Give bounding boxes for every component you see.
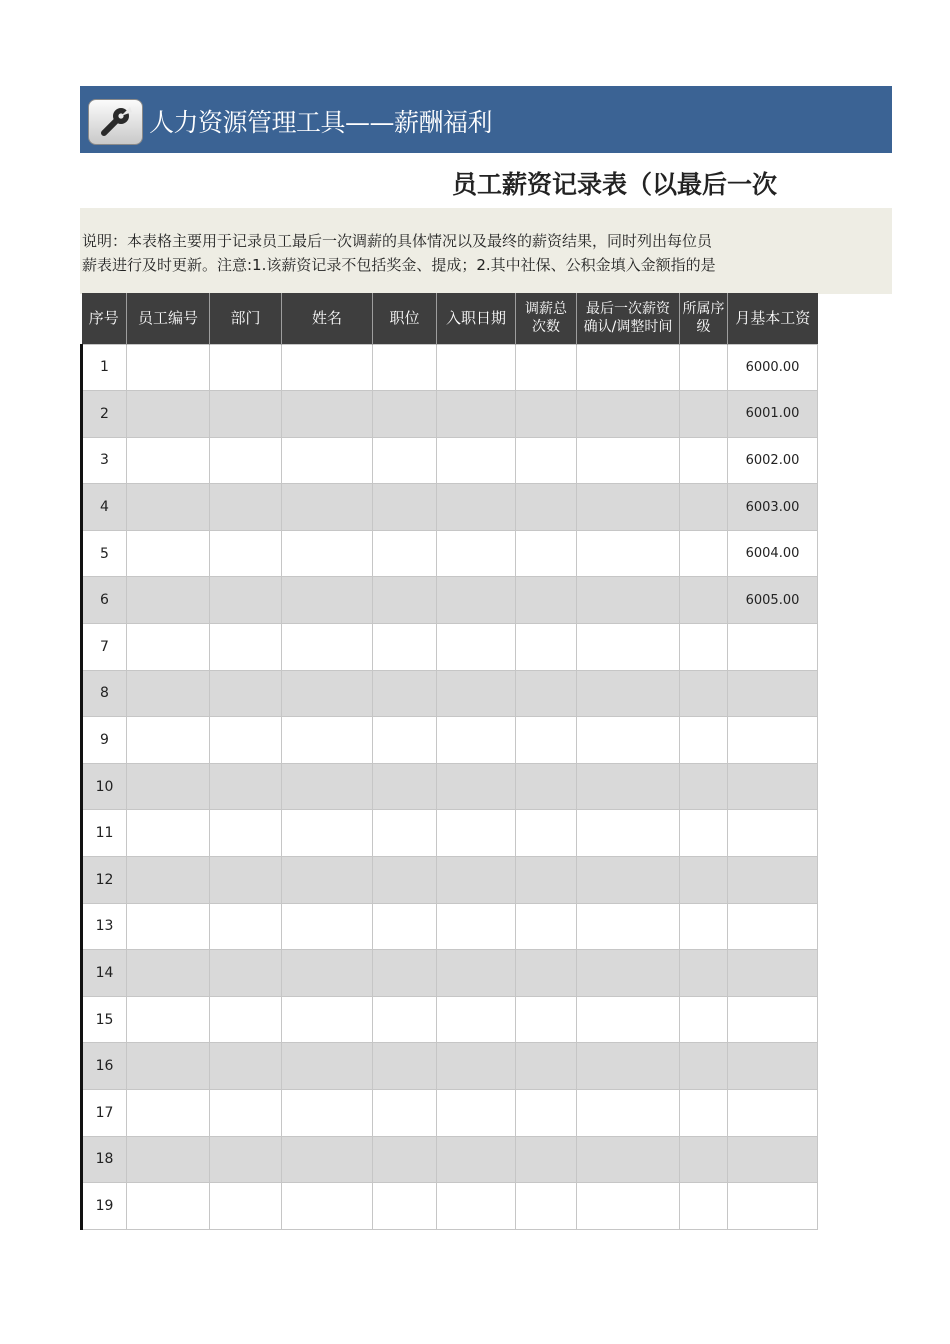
cell-adjust-count[interactable] xyxy=(516,903,577,950)
cell-last-adjust-time[interactable] xyxy=(577,857,680,904)
cell-position[interactable] xyxy=(373,344,437,391)
cell-department[interactable] xyxy=(210,437,282,484)
cell-adjust-count[interactable] xyxy=(516,530,577,577)
cell-department[interactable] xyxy=(210,624,282,671)
col-header-name[interactable]: 姓名 xyxy=(282,293,373,344)
cell-base-salary[interactable] xyxy=(728,670,818,717)
cell-grade[interactable] xyxy=(680,857,728,904)
cell-hire-date[interactable] xyxy=(437,717,516,764)
cell-base-salary[interactable] xyxy=(728,903,818,950)
description-box xyxy=(80,208,892,294)
cell-grade[interactable] xyxy=(680,484,728,531)
cell-department[interactable] xyxy=(210,1043,282,1090)
cell-adjust-count[interactable] xyxy=(516,1043,577,1090)
cell-base-salary[interactable]: 6004.00 xyxy=(728,530,818,577)
cell-hire-date[interactable] xyxy=(437,950,516,997)
cell-employee-id[interactable] xyxy=(127,1090,210,1137)
cell-adjust-count[interactable] xyxy=(516,950,577,997)
cell-grade[interactable] xyxy=(680,903,728,950)
cell-employee-id[interactable] xyxy=(127,1043,210,1090)
cell-last-adjust-time[interactable] xyxy=(577,1183,680,1230)
col-header-last-adjust-time[interactable]: 最后一次薪资 确认/调整时间 xyxy=(577,293,680,344)
table-row xyxy=(82,484,818,531)
table-row xyxy=(82,391,818,438)
cell-employee-id[interactable] xyxy=(127,530,210,577)
cell-grade[interactable] xyxy=(680,810,728,857)
cell-no[interactable]: 18 xyxy=(82,1136,127,1183)
cell-position[interactable] xyxy=(373,1090,437,1137)
cell-grade[interactable] xyxy=(680,577,728,624)
cell-employee-id[interactable] xyxy=(127,624,210,671)
description-line-2: 薪表进行及时更新。注意:1.该薪资记录不包括奖金、提成；2.其中社保、公积金填入金额指的是 xyxy=(82,256,716,274)
cell-department[interactable] xyxy=(210,391,282,438)
cell-adjust-count[interactable] xyxy=(516,437,577,484)
cell-base-salary[interactable] xyxy=(728,1136,818,1183)
cell-position[interactable] xyxy=(373,1136,437,1183)
cell-adjust-count[interactable] xyxy=(516,624,577,671)
cell-position[interactable] xyxy=(373,903,437,950)
col-header-department[interactable]: 部门 xyxy=(210,293,282,344)
cell-no[interactable]: 13 xyxy=(82,903,127,950)
cell-position[interactable] xyxy=(373,717,437,764)
cell-adjust-count[interactable] xyxy=(516,1183,577,1230)
cell-position[interactable] xyxy=(373,763,437,810)
cell-grade[interactable] xyxy=(680,717,728,764)
cell-position[interactable] xyxy=(373,670,437,717)
cell-last-adjust-time[interactable] xyxy=(577,624,680,671)
cell-last-adjust-time[interactable] xyxy=(577,950,680,997)
col-header-grade[interactable]: 所属序 级 xyxy=(680,293,728,344)
cell-last-adjust-time[interactable] xyxy=(577,1043,680,1090)
cell-department[interactable] xyxy=(210,1136,282,1183)
cell-employee-id[interactable] xyxy=(127,763,210,810)
description-text xyxy=(82,229,818,277)
cell-position[interactable] xyxy=(373,1183,437,1230)
cell-adjust-count[interactable] xyxy=(516,1136,577,1183)
table-row xyxy=(82,1090,818,1137)
cell-name[interactable] xyxy=(282,903,373,950)
cell-no[interactable]: 2 xyxy=(82,391,127,438)
cell-department[interactable] xyxy=(210,717,282,764)
cell-position[interactable] xyxy=(373,437,437,484)
cell-no[interactable]: 15 xyxy=(82,996,127,1043)
cell-adjust-count[interactable] xyxy=(516,344,577,391)
cell-last-adjust-time[interactable] xyxy=(577,996,680,1043)
cell-name[interactable] xyxy=(282,344,373,391)
table-row xyxy=(82,1136,818,1183)
cell-name[interactable] xyxy=(282,391,373,438)
cell-department[interactable] xyxy=(210,670,282,717)
cell-employee-id[interactable] xyxy=(127,996,210,1043)
cell-department[interactable] xyxy=(210,810,282,857)
table-row xyxy=(82,717,818,764)
cell-grade[interactable] xyxy=(680,950,728,997)
cell-adjust-count[interactable] xyxy=(516,996,577,1043)
cell-department[interactable] xyxy=(210,950,282,997)
cell-name[interactable] xyxy=(282,810,373,857)
table-row xyxy=(82,950,818,997)
cell-adjust-count[interactable] xyxy=(516,810,577,857)
table-row xyxy=(82,903,818,950)
cell-base-salary[interactable] xyxy=(728,857,818,904)
cell-no[interactable]: 4 xyxy=(82,484,127,531)
cell-last-adjust-time[interactable] xyxy=(577,903,680,950)
cell-last-adjust-time[interactable] xyxy=(577,717,680,764)
cell-department[interactable] xyxy=(210,530,282,577)
cell-hire-date[interactable] xyxy=(437,484,516,531)
cell-no[interactable]: 9 xyxy=(82,717,127,764)
cell-position[interactable] xyxy=(373,1043,437,1090)
cell-name[interactable] xyxy=(282,1043,373,1090)
header-banner xyxy=(80,86,892,153)
header-row xyxy=(82,293,818,344)
cell-adjust-count[interactable] xyxy=(516,857,577,904)
cell-department[interactable] xyxy=(210,763,282,810)
cell-base-salary[interactable] xyxy=(728,763,818,810)
table-row xyxy=(82,857,818,904)
cell-employee-id[interactable] xyxy=(127,670,210,717)
cell-no[interactable]: 19 xyxy=(82,1183,127,1230)
cell-hire-date[interactable] xyxy=(437,670,516,717)
cell-grade[interactable] xyxy=(680,624,728,671)
cell-position[interactable] xyxy=(373,950,437,997)
cell-no[interactable]: 5 xyxy=(82,530,127,577)
description-line-1: 说明：本表格主要用于记录员工最后一次调薪的具体情况以及最终的薪资结果，同时列出每位员 xyxy=(82,232,713,250)
cell-hire-date[interactable] xyxy=(437,1043,516,1090)
cell-no[interactable]: 16 xyxy=(82,1043,127,1090)
cell-last-adjust-time[interactable] xyxy=(577,577,680,624)
cell-base-salary[interactable] xyxy=(728,1043,818,1090)
cell-last-adjust-time[interactable] xyxy=(577,344,680,391)
cell-grade[interactable] xyxy=(680,391,728,438)
cell-department[interactable] xyxy=(210,996,282,1043)
table-row xyxy=(82,624,818,671)
cell-position[interactable] xyxy=(373,996,437,1043)
cell-hire-date[interactable] xyxy=(437,530,516,577)
cell-base-salary[interactable]: 6000.00 xyxy=(728,344,818,391)
cell-hire-date[interactable] xyxy=(437,903,516,950)
cell-base-salary[interactable] xyxy=(728,624,818,671)
cell-base-salary[interactable] xyxy=(728,1090,818,1137)
cell-base-salary[interactable] xyxy=(728,996,818,1043)
cell-grade[interactable] xyxy=(680,996,728,1043)
cell-name[interactable] xyxy=(282,717,373,764)
cell-adjust-count[interactable] xyxy=(516,1090,577,1137)
cell-hire-date[interactable] xyxy=(437,1183,516,1230)
cell-base-salary[interactable] xyxy=(728,717,818,764)
table-row xyxy=(82,763,818,810)
cell-name[interactable] xyxy=(282,1136,373,1183)
col-header-adjust-count[interactable]: 调薪总 次数 xyxy=(516,293,577,344)
cell-no[interactable]: 7 xyxy=(82,624,127,671)
cell-name[interactable] xyxy=(282,857,373,904)
cell-grade[interactable] xyxy=(680,1183,728,1230)
cell-base-salary[interactable]: 6002.00 xyxy=(728,437,818,484)
cell-employee-id[interactable] xyxy=(127,344,210,391)
table-row xyxy=(82,670,818,717)
col-header-hire-date[interactable]: 入职日期 xyxy=(437,293,516,344)
cell-base-salary[interactable]: 6003.00 xyxy=(728,484,818,531)
cell-adjust-count[interactable] xyxy=(516,717,577,764)
table-row xyxy=(82,577,818,624)
cell-name[interactable] xyxy=(282,670,373,717)
cell-department[interactable] xyxy=(210,577,282,624)
cell-no[interactable]: 14 xyxy=(82,950,127,997)
table-row xyxy=(82,344,818,391)
table-row xyxy=(82,1043,818,1090)
cell-employee-id[interactable] xyxy=(127,857,210,904)
wrench-icon xyxy=(88,99,143,145)
cell-department[interactable] xyxy=(210,344,282,391)
cell-last-adjust-time[interactable] xyxy=(577,763,680,810)
cell-no[interactable]: 11 xyxy=(82,810,127,857)
table-row xyxy=(82,437,818,484)
cell-last-adjust-time[interactable] xyxy=(577,484,680,531)
cell-hire-date[interactable] xyxy=(437,763,516,810)
cell-employee-id[interactable] xyxy=(127,437,210,484)
cell-no[interactable]: 1 xyxy=(82,344,127,391)
cell-position[interactable] xyxy=(373,391,437,438)
cell-hire-date[interactable] xyxy=(437,1090,516,1137)
cell-position[interactable] xyxy=(373,810,437,857)
cell-name[interactable] xyxy=(282,530,373,577)
col-header-base-salary[interactable]: 月基本工资 xyxy=(728,293,818,344)
cell-base-salary[interactable] xyxy=(728,950,818,997)
cell-no[interactable]: 12 xyxy=(82,857,127,904)
cell-no[interactable]: 10 xyxy=(82,763,127,810)
cell-employee-id[interactable] xyxy=(127,810,210,857)
cell-adjust-count[interactable] xyxy=(516,484,577,531)
app-title: 人力资源管理工具——薪酬福利 xyxy=(149,108,493,137)
cell-adjust-count[interactable] xyxy=(516,763,577,810)
cell-base-salary[interactable]: 6005.00 xyxy=(728,577,818,624)
cell-employee-id[interactable] xyxy=(127,391,210,438)
cell-position[interactable] xyxy=(373,530,437,577)
cell-no[interactable]: 8 xyxy=(82,670,127,717)
table-row xyxy=(82,530,818,577)
cell-employee-id[interactable] xyxy=(127,1183,210,1230)
cell-name[interactable] xyxy=(282,577,373,624)
cell-department[interactable] xyxy=(210,1090,282,1137)
cell-employee-id[interactable] xyxy=(127,1136,210,1183)
salary-table xyxy=(80,293,818,1230)
cell-base-salary[interactable] xyxy=(728,810,818,857)
table-row xyxy=(82,996,818,1043)
cell-grade[interactable] xyxy=(680,344,728,391)
cell-no[interactable]: 3 xyxy=(82,437,127,484)
cell-grade[interactable] xyxy=(680,530,728,577)
cell-position[interactable] xyxy=(373,857,437,904)
cell-name[interactable] xyxy=(282,1090,373,1137)
cell-last-adjust-time[interactable] xyxy=(577,1090,680,1137)
cell-employee-id[interactable] xyxy=(127,903,210,950)
cell-no[interactable]: 6 xyxy=(82,577,127,624)
cell-grade[interactable] xyxy=(680,1043,728,1090)
cell-grade[interactable] xyxy=(680,1136,728,1183)
table-row xyxy=(82,810,818,857)
cell-name[interactable] xyxy=(282,624,373,671)
cell-adjust-count[interactable] xyxy=(516,577,577,624)
cell-department[interactable] xyxy=(210,484,282,531)
cell-department[interactable] xyxy=(210,857,282,904)
cell-hire-date[interactable] xyxy=(437,1136,516,1183)
cell-grade[interactable] xyxy=(680,1090,728,1137)
cell-name[interactable] xyxy=(282,437,373,484)
cell-hire-date[interactable] xyxy=(437,391,516,438)
cell-hire-date[interactable] xyxy=(437,996,516,1043)
cell-base-salary[interactable]: 6001.00 xyxy=(728,391,818,438)
cell-name[interactable] xyxy=(282,763,373,810)
cell-adjust-count[interactable] xyxy=(516,391,577,438)
cell-last-adjust-time[interactable] xyxy=(577,391,680,438)
cell-position[interactable] xyxy=(373,577,437,624)
cell-name[interactable] xyxy=(282,1183,373,1230)
page-title: 员工薪资记录表（以最后一次 xyxy=(452,170,778,199)
col-header-no[interactable]: 序号 xyxy=(82,293,127,344)
cell-last-adjust-time[interactable] xyxy=(577,1136,680,1183)
cell-last-adjust-time[interactable] xyxy=(577,437,680,484)
cell-hire-date[interactable] xyxy=(437,437,516,484)
cell-hire-date[interactable] xyxy=(437,624,516,671)
cell-grade[interactable] xyxy=(680,763,728,810)
cell-grade[interactable] xyxy=(680,670,728,717)
cell-hire-date[interactable] xyxy=(437,344,516,391)
cell-department[interactable] xyxy=(210,903,282,950)
cell-employee-id[interactable] xyxy=(127,484,210,531)
cell-hire-date[interactable] xyxy=(437,810,516,857)
cell-base-salary[interactable] xyxy=(728,1183,818,1230)
cell-adjust-count[interactable] xyxy=(516,670,577,717)
col-header-position[interactable]: 职位 xyxy=(373,293,437,344)
cell-grade[interactable] xyxy=(680,437,728,484)
col-header-employee-id[interactable]: 员工编号 xyxy=(127,293,210,344)
cell-hire-date[interactable] xyxy=(437,577,516,624)
cell-no[interactable]: 17 xyxy=(82,1090,127,1137)
cell-last-adjust-time[interactable] xyxy=(577,530,680,577)
cell-department[interactable] xyxy=(210,1183,282,1230)
cell-name[interactable] xyxy=(282,484,373,531)
cell-hire-date[interactable] xyxy=(437,857,516,904)
cell-position[interactable] xyxy=(373,484,437,531)
cell-employee-id[interactable] xyxy=(127,577,210,624)
cell-position[interactable] xyxy=(373,624,437,671)
cell-last-adjust-time[interactable] xyxy=(577,670,680,717)
cell-employee-id[interactable] xyxy=(127,950,210,997)
cell-name[interactable] xyxy=(282,950,373,997)
cell-employee-id[interactable] xyxy=(127,717,210,764)
cell-name[interactable] xyxy=(282,996,373,1043)
table-row xyxy=(82,1183,818,1230)
cell-last-adjust-time[interactable] xyxy=(577,810,680,857)
